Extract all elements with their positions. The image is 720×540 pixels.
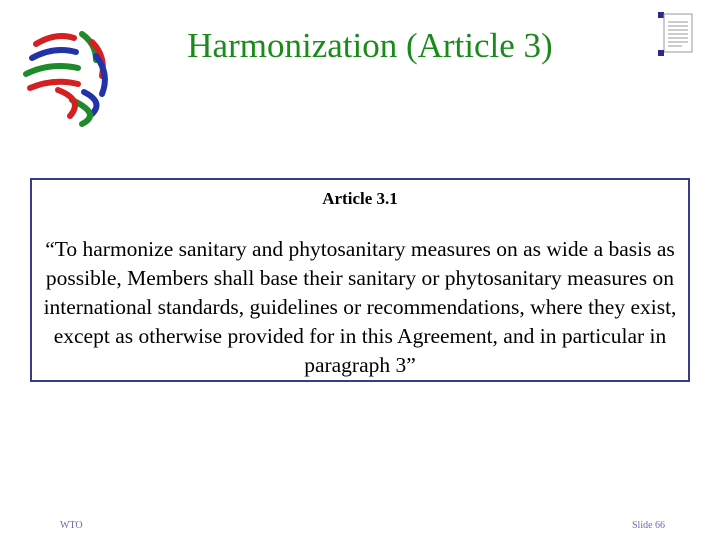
slide-title: Harmonization (Article 3)	[187, 26, 553, 65]
slide-number: Slide 66	[632, 520, 666, 531]
wto-logo-icon	[22, 26, 118, 130]
article-quote: “To harmonize sanitary and phytosanitary measures on as wide a basis as possible, Members shall base their sanitary or phytosanitary measures on international standards, guidelines or recommendations, where they exist, except as otherwise provided for in this Agreement, and in particular in paragraph 3”	[43, 237, 677, 377]
footer-wto: WTO	[60, 520, 83, 531]
article-quote-box	[30, 178, 690, 382]
document-icon	[656, 10, 700, 60]
article-heading: Article 3.1	[322, 189, 398, 208]
